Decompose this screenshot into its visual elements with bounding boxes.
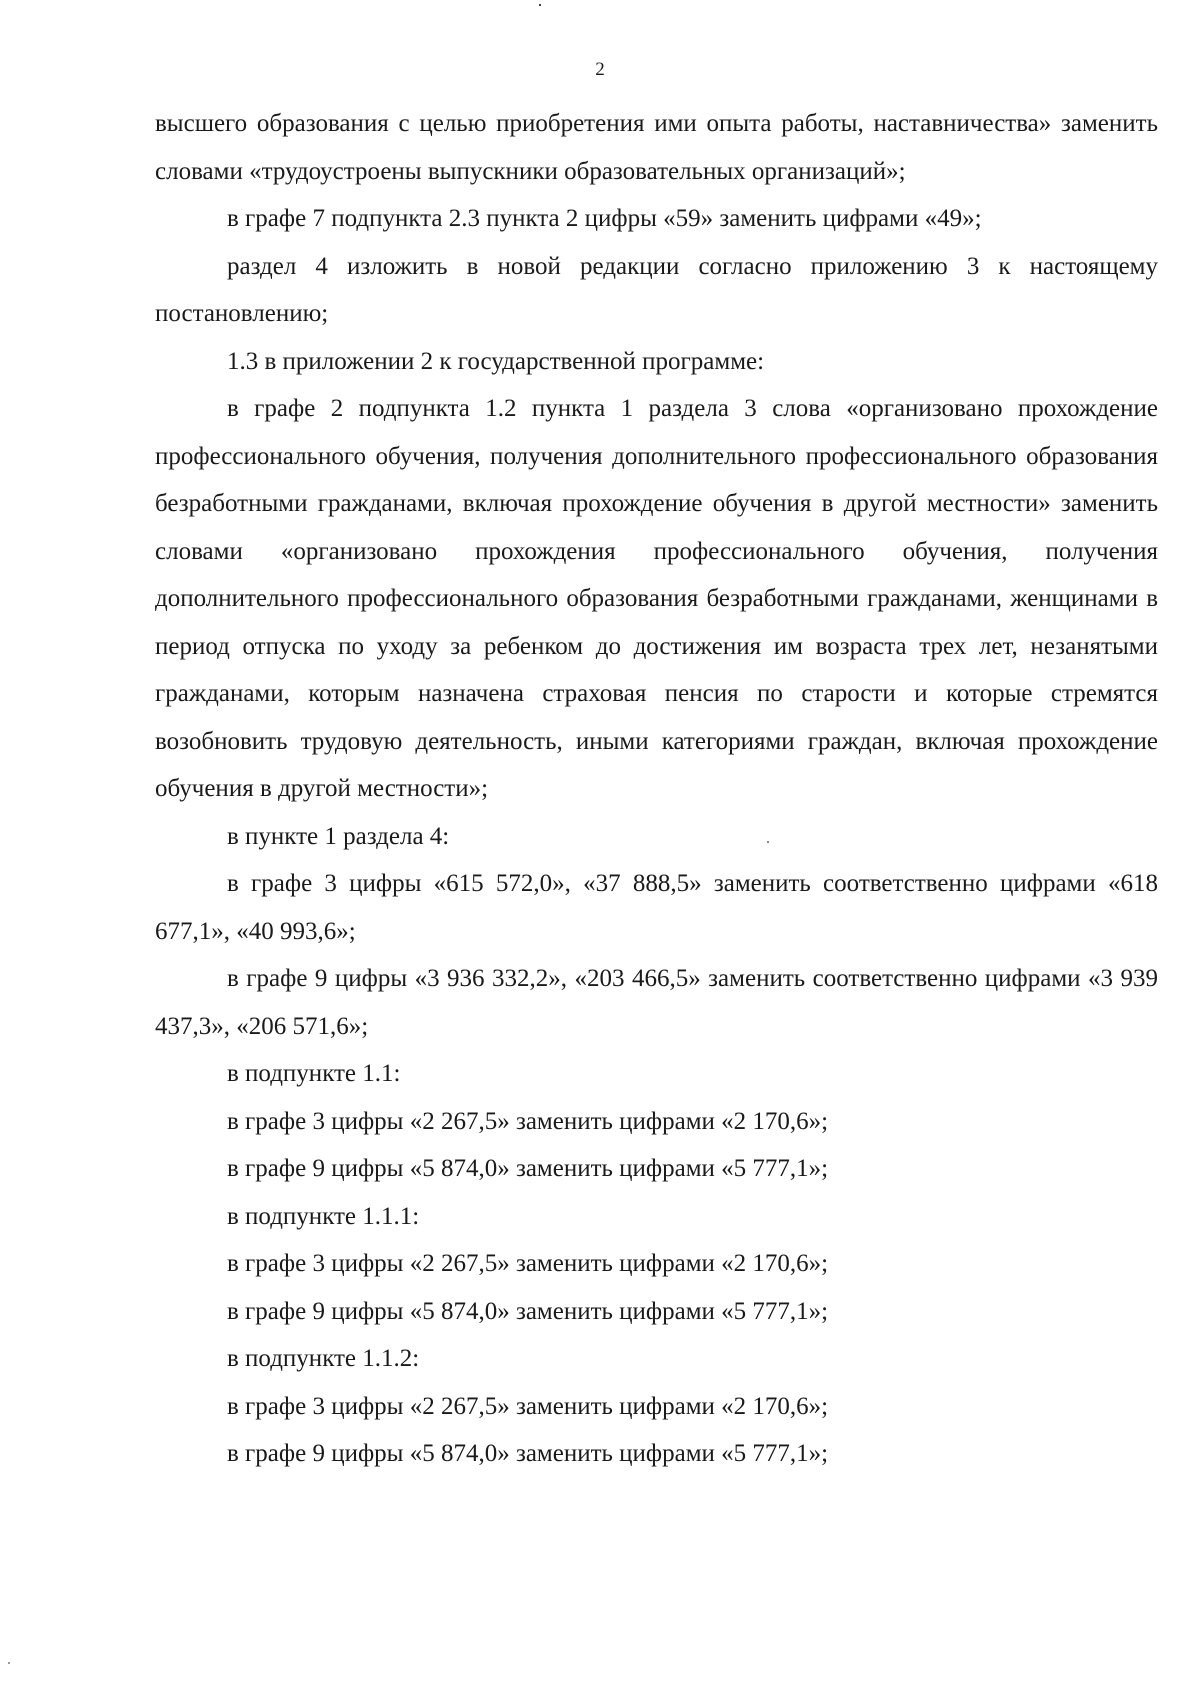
- document-body: [155, 100, 1158, 1478]
- paragraph: в графе 9 цифры «3 936 332,2», «203 466,5» заменить соответственно цифрами «3 939 437,3», «206 571,6»;: [155, 965, 1158, 1040]
- paragraph: в графе 3 цифры «2 267,5» заменить цифрами «2 170,6»;: [227, 1392, 829, 1420]
- paragraph: 1.3 в приложении 2 к государственной программе:: [227, 347, 765, 375]
- paragraph: в графе 3 цифры «2 267,5» заменить цифрами «2 170,6»;: [227, 1107, 829, 1135]
- paragraph: в графе 7 подпункта 2.3 пункта 2 цифры «59» заменить цифрами «49»;: [227, 205, 982, 232]
- page-number: 2: [595, 59, 605, 80]
- paragraph: в графе 3 цифры «2 267,5» заменить цифрами «2 170,6»;: [227, 1250, 829, 1277]
- paragraph: в подпункте 1.1.1:: [227, 1202, 420, 1230]
- paragraph: в графе 9 цифры «5 874,0» заменить цифрами «5 777,1»;: [227, 1155, 829, 1182]
- paragraph: высшего образования с целью приобретения ими опыта работы, наставничества» заменить словами «трудоустроены выпускники образовательных организаций»;: [155, 110, 1158, 185]
- scan-speck: [767, 841, 769, 843]
- paragraph: раздел 4 изложить в новой редакции согласно приложению 3 к настоящему постановлению;: [155, 252, 1158, 327]
- paragraph: в графе 3 цифры «615 572,0», «37 888,5» заменить соответственно цифрами «618 677,1», «40 993,6»;: [155, 870, 1158, 945]
- paragraph: в графе 2 подпункта 1.2 пункта 1 раздела 3 слова «организовано прохождение профессионального обучения, получения дополнительного профессионального образования безработными гражданами, включая прохождение обучения в другой местности» заменить словами «организовано прохождения профессионального обучения, получения дополнительного профессионального образования безработными гражданами, женщинами в период отпуска по уходу за ребенком до достижения им возраста трех лет, незанятыми гражданами, которым назначена страховая пенсия по старости и которые стремятся возобновить трудовую деятельность, иными категориями граждан, включая прохождение обучения в другой местности»;: [155, 395, 1158, 802]
- paragraph: в графе 9 цифры «5 874,0» заменить цифрами «5 777,1»;: [227, 1440, 829, 1467]
- scan-speck: [539, 4, 541, 6]
- paragraph: в пункте 1 раздела 4:: [227, 822, 450, 850]
- paragraph: в подпункте 1.1:: [227, 1060, 401, 1087]
- paragraph: в графе 9 цифры «5 874,0» заменить цифрами «5 777,1»;: [227, 1297, 829, 1325]
- scan-speck: [8, 1662, 10, 1664]
- paragraph: в подпункте 1.1.2:: [227, 1345, 420, 1372]
